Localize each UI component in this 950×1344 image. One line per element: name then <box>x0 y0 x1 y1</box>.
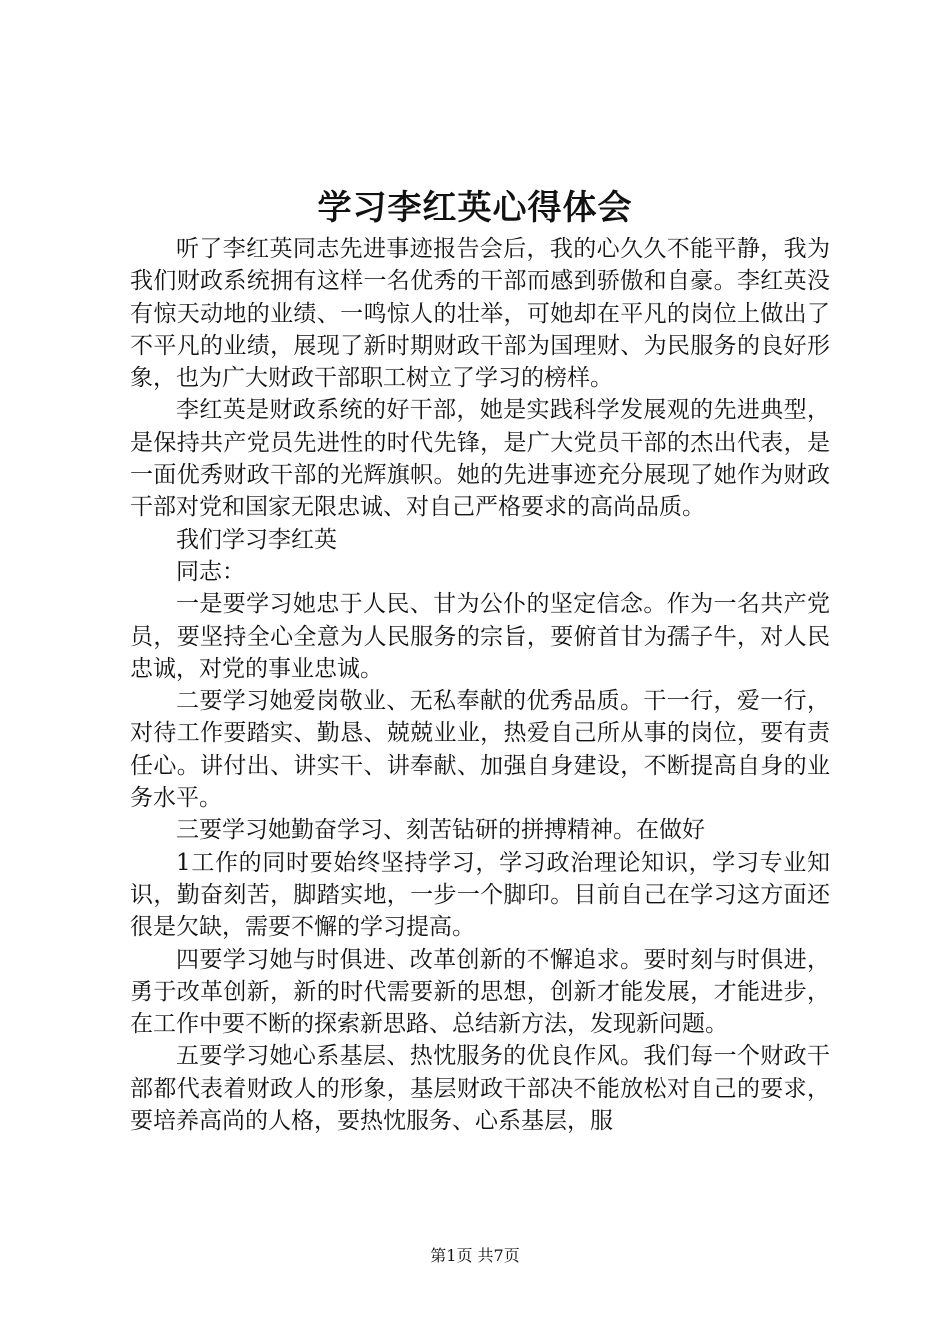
paragraph-5: 一是要学习她忠于人民、甘为公仆的坚定信念。作为一名共产党员，要坚持全心全意为人民服务的宗旨，要俯首甘为孺子牛，对人民忠诚，对党的事业忠诚。 <box>130 591 830 682</box>
document-title: 学习李红英心得体会 <box>317 188 633 228</box>
paragraph-2: 李红英是财政系统的好干部，她是实践科学发展观的先进典型，是保持共产党员先进性的时代先锋，是广大党员干部的杰出代表，是一面优秀财政干部的光辉旗帜。她的先进事迹充分展现了她作为财政干部对党和国家无限忠诚、对自己严格要求的高尚品质。 <box>130 397 830 521</box>
document-body <box>130 233 830 1137</box>
paragraph-8: 1工作的同时要始终坚持学习，学习政治理论知识，学习专业知识，勤奋刻苦，脚踏实地，一步一个脚印。目前自己在学习这方面还很是欠缺，需要不懈的学习提高。 <box>130 849 830 941</box>
paragraph-7: 三要学习她勤奋学习、刻苦钻研的拼搏精神。在做好 <box>176 817 705 844</box>
paragraph-3: 我们学习李红英 <box>176 526 337 553</box>
page-number-footer: 第1页 共7页 <box>430 1246 520 1265</box>
paragraph-6: 二要学习她爱岗敬业、无私奉献的优秀品质。干一行，爱一行，对待工作要踏实、勤恳、兢兢业业，热爱自己所从事的岗位，要有责任心。讲付出、讲实干、讲奉献、加强自身建设，不断提高自身的业务水平。 <box>130 688 830 812</box>
paragraph-9: 四要学习她与时俱进、改革创新的不懈追求。要时刻与时俱进，勇于改革创新，新的时代需要新的思想，创新才能发展，才能进步，在工作中要不断的探索新思路、总结新方法，发现新问题。 <box>130 946 830 1038</box>
paragraph-10: 五要学习她心系基层、热忱服务的优良作风。我们每一个财政干部都代表着财政人的形象，基层财政干部决不能放松对自己的要求，要培养高尚的人格，要热忱服务、心系基层，服 <box>130 1043 830 1135</box>
paragraph-1: 听了李红英同志先进事迹报告会后，我的心久久不能平静，我为我们财政系统拥有这样一名优秀的干部而感到骄傲和自豪。李红英没有惊天动地的业绩、一鸣惊人的壮举，可她却在平凡的岗位上做出了不平凡的业绩，展现了新时期财政干部为国理财、为民服务的良好形象，也为广大财政干部职工树立了学习的榜样。 <box>130 236 830 392</box>
paragraph-4: 同志： <box>176 558 245 585</box>
